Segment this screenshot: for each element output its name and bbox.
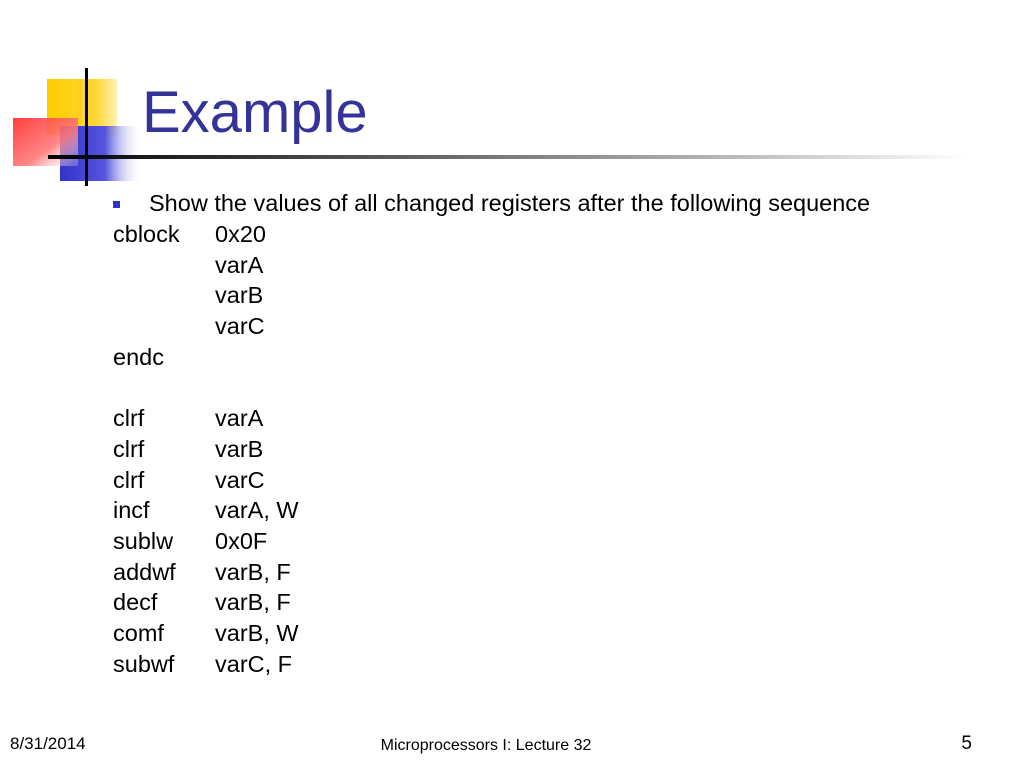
code-line xyxy=(113,372,299,403)
square-bullet-icon xyxy=(113,201,120,208)
code-instruction: incf xyxy=(113,497,150,524)
footer-date: 8/31/2014 xyxy=(10,734,86,753)
code-operand: varB, F xyxy=(215,558,291,585)
code-line xyxy=(113,557,299,588)
code-instruction: cblock xyxy=(113,221,180,247)
code-instruction: subwf xyxy=(113,650,175,677)
code-instruction: sublw xyxy=(113,527,174,554)
code-instruction: clrf xyxy=(113,435,145,462)
decorative-squares-logo xyxy=(0,0,150,190)
code-instruction: decf xyxy=(113,589,158,616)
slide-title: Example xyxy=(142,80,368,145)
code-line xyxy=(113,403,299,434)
footer-course-title: Microprocessors I: Lecture 32 xyxy=(380,737,592,754)
title-underline xyxy=(48,155,968,159)
code-line xyxy=(113,219,299,250)
code-operand: varC xyxy=(215,313,265,340)
code-line xyxy=(113,587,299,618)
code-operand: varA xyxy=(215,405,264,432)
code-line xyxy=(113,434,299,465)
code-operand: varB xyxy=(215,435,264,462)
code-instruction: clrf xyxy=(113,405,145,432)
code-line xyxy=(113,649,299,680)
code-instruction: addwf xyxy=(113,558,176,585)
logo-vertical-line xyxy=(85,68,88,186)
code-line xyxy=(113,342,299,373)
code-operand: varC xyxy=(215,466,265,493)
code-instruction xyxy=(113,311,215,342)
assembly-code-block xyxy=(113,219,299,679)
code-instruction xyxy=(113,250,215,281)
code-operand: varA xyxy=(215,251,264,278)
code-operand: varB, F xyxy=(215,589,291,616)
code-line xyxy=(113,526,299,557)
code-instruction: clrf xyxy=(113,466,145,493)
code-instruction xyxy=(113,280,215,311)
code-line xyxy=(113,250,299,281)
code-operand: varC, F xyxy=(215,650,293,677)
code-operand: varB xyxy=(215,282,264,309)
code-line xyxy=(113,311,299,342)
bullet-item xyxy=(113,188,870,218)
code-line xyxy=(113,618,299,649)
code-line xyxy=(113,495,299,526)
code-instruction xyxy=(113,372,215,403)
bullet-text: Show the values of all changed registers after the following sequence xyxy=(149,190,871,216)
code-instruction: endc xyxy=(113,343,164,370)
code-line xyxy=(113,465,299,496)
code-operand: 0x20 xyxy=(215,221,266,247)
code-operand: 0x0F xyxy=(215,527,268,554)
code-operand: varB, W xyxy=(215,619,299,646)
code-operand: varA, W xyxy=(215,497,299,524)
code-instruction: comf xyxy=(113,619,164,646)
slide-page-number: 5 xyxy=(961,733,972,754)
code-line xyxy=(113,280,299,311)
